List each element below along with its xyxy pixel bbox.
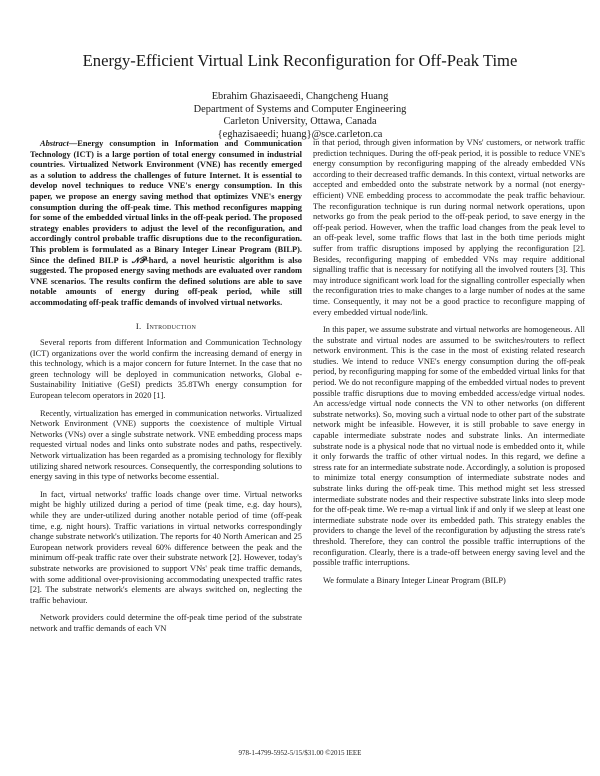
abstract-text: —Energy consumption in Information and Communication Technology (ICT) is a large portion of total energy consumed in industrial countries. Virtualized Network Environment (VNE) has recently emerged as a solution to address the challenges of future Internet. It is essential to develop novel techniques to reduce VNE's energy consumption. In this paper, we propose an energy saving method that optimizes VNE's energy consumption during the off-peak time. This method reconfigures mapping for some of the embedded virtual links in the off-peak period. The proposed strategy enables providers to adjust the level of the reconfiguration, and accordingly control probable traffic disruptions due to the reconfiguration. This problem is formulated as a Binary Integer Linear Program (BILP). Since the defined BILP is 𝒩𝒫-hard, a novel heuristic algorithm is also suggested. The proposed energy saving methods are evaluated over random VNE scenarios. The results confirm the defined solutions are able to save notable amounts of energy during off-peak period, while still accommodating off-peak traffic demands of involved virtual networks.	[30, 139, 302, 307]
author-block	[0, 91, 600, 141]
department: Department of Systems and Computer Engineering	[193, 103, 407, 115]
left-column	[30, 139, 302, 642]
right-column	[313, 138, 585, 593]
paper-title: Energy-Efficient Virtual Link Reconfiguration for Off-Peak Time	[82, 51, 518, 70]
section-title: Introduction	[146, 320, 197, 331]
paragraph: in that period, through given information by VNs' customers, or network traffic prediction techniques. During the off-peak period, it is possible to reduce VNE's energy consumption by reconfiguring mapping of the already embedded VNs according to their decreased traffic demands. In this context, virtual networks are accepted and embedded onto the substrate network by a normal (not energy-efficient) VNE embedding process to accommodate the peak traffic behaviour. The reconfiguration technique is run during normal network operations, upon networks go from the peak period to the off-peak period, to save energy in the off-peak period. However, when the traffic load changes from the peak level to an off-peak level, some traffic flows that last in the both time periods might suffer from traffic disruptions imposed by applying the reconfiguration [2]. Besides, reconfiguring mapping of embedded VNs may require additional signalling traffic that is necessary for notifying all the involved routers [3]. This may introduce significant work load for the signalling controller especially when the reconfiguration tries to make changes to a large number of nodes at the same time. Consequently, it may not be a good practice to reconfigure mapping of every embedded virtual node/link.	[313, 138, 585, 317]
copyright-footer: 978-1-4799-5952-5/15/$31.00 ©2015 IEEE	[238, 749, 362, 757]
affiliation: Carleton University, Ottawa, Canada	[223, 116, 377, 128]
paragraph: We formulate a Binary Integer Linear Program (BILP)	[323, 575, 506, 585]
paragraph: Network providers could determine the off-peak time period of the substrate network and traffic demands of each VN	[30, 613, 302, 633]
section-number: I.	[135, 320, 142, 331]
author-names: Ebrahim Ghazisaeedi, Changcheng Huang	[211, 91, 389, 102]
paragraph: In this paper, we assume substrate and virtual networks are homogeneous. All the substrate and virtual nodes are assumed to be switches/routers to reflect network environment. This is the case in the most of existing related research studies. We intend to reduce VNE's energy consumption during the off-peak period, by reconfiguring mapping for some of the embedded virtual links for that period. We do not reconfigure mapping of the embedded virtual nodes to prevent possible traffic disruptions due to moving embedded access/edge virtual nodes. An access/edge virtual node connects the VN to other networks (on different substrate networks). So, moving such a virtual node to other part of the substrate network might be infeasible. However, it is still probable to save energy in capable intermediate substrate nodes and substrate links. An intermediate substrate node is a physical node that no virtual node is embedded onto it, while it only forwards the traffic of other virtual nodes. In this regard, we define a stress rate for an intermediate substrate node. Accordingly, a solution is proposed to minimize total energy consumption of intermediate substrate nodes and substrate links during the off-peak time. This method might set less stressed intermediate substrate nodes and their respective substrate links into sleep mode for the off-peak time. We re-map a virtual link if and only if we sleep at least one intermediate substrate node over its embedded path. This strategy enables the providers to change the level of the reconfiguration by adjusting the stress rate's threshold. Therefore, they can control the possible traffic interruptions of the reconfiguration. Clearly, there is a trade-off between energy saving level and the possible traffic interruptions.	[313, 325, 585, 568]
paragraph: Several reports from different Information and Communication Technology (ICT) organizations over the world confirm the increasing demand of energy in this technology, which is a major concern for future Internet. In the case that no green technology will be deployed in communication networks, Global e-Sustainability Initiative (GeSI) predicts 35.8TWh energy consumption for European telecom operators in 2020 [1].	[30, 338, 302, 401]
abstract-label: Abstract	[40, 139, 69, 148]
paragraph: Recently, virtualization has emerged in communication networks. Virtualized Network Environment (VNE) supports the coexistence of multiple Virtual Networks (VNs) over a single substrate network. VNE embedding process maps requested virtual nodes and links onto substrate nodes and paths, respectively. Network virtualization has been regarded as a promising technology for flexibly utilizing shared network resources. Consequently, the corresponding solutions to energy saving in this type of networks become essential.	[30, 408, 302, 482]
section-heading	[30, 321, 302, 332]
author-email: {eghazisaeedi; huang}@sce.carleton.ca	[217, 128, 383, 140]
abstract	[30, 139, 302, 309]
paragraph: In fact, virtual networks' traffic loads change over time. Virtual networks might be highly utilized during a period of time (peak time, e.g. day hours), while they are under-utilized during another notable period of time (off-peak time, e.g. night hours). Traffic variations in virtual networks correspondingly change substrate network's utilization. The reports for 40 North American and 25 European network providers reveal 60% difference between the peak and the minimum off-peak traffic rate over their substrate network [2]. However, today's substrate networks are provisioned to support VNs' peak time traffic demands, with some additional over-provisioning accommodating unexpected traffic rates [2]. The substrate network's elements are always switched on, neglecting the traffic behaviour.	[30, 489, 302, 605]
